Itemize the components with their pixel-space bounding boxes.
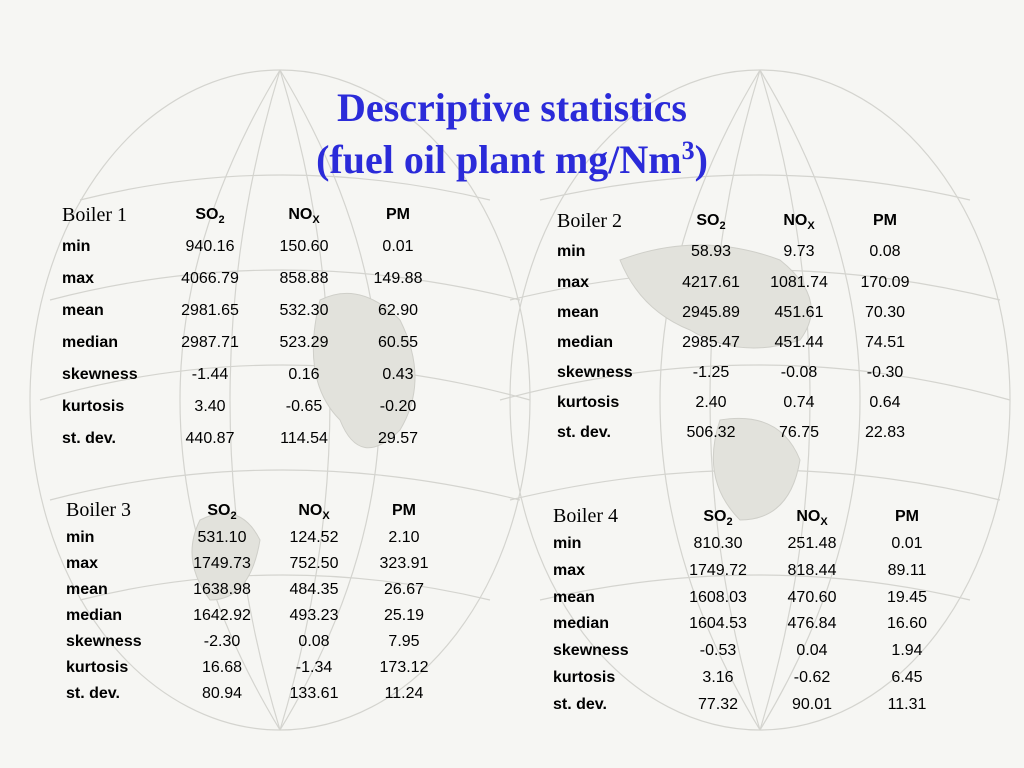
table-cell: 11.31 <box>887 696 927 713</box>
boiler-name: Boiler 3 <box>66 499 131 521</box>
table-cell: 0.43 <box>382 366 414 383</box>
table-cell: 523.29 <box>279 334 329 351</box>
table-cell: 2981.65 <box>181 302 239 319</box>
row-label-max: max <box>557 274 590 291</box>
table-cell: 7.95 <box>388 633 420 650</box>
row-label-stdev: st. dev. <box>557 424 611 441</box>
table-cell: 1081.74 <box>770 274 828 291</box>
table-cell: 2985.47 <box>682 334 740 351</box>
table-cell: 150.60 <box>279 238 329 255</box>
table-cell: 2.10 <box>388 529 420 546</box>
table-cell: 80.94 <box>201 685 243 702</box>
table-cell: 58.93 <box>690 243 732 260</box>
row-label-skewness: skewness <box>553 642 629 659</box>
table-cell: 0.74 <box>783 394 815 411</box>
table-cell: 3.16 <box>702 669 734 686</box>
table-cell: 0.64 <box>869 394 901 411</box>
table-cell: 0.08 <box>298 633 330 650</box>
table-cell: 26.67 <box>383 581 425 598</box>
table-cell: 11.24 <box>384 685 424 702</box>
row-label-stdev: st. dev. <box>66 685 120 702</box>
table-cell: -0.30 <box>866 364 904 381</box>
table-cell: 22.83 <box>864 424 906 441</box>
row-label-mean: mean <box>62 302 104 319</box>
table-cell: 0.16 <box>288 366 320 383</box>
col-header-pm: PM <box>392 502 416 519</box>
row-label-kurtosis: kurtosis <box>62 398 125 415</box>
table-cell: 2987.71 <box>181 334 239 351</box>
row-label-median: median <box>62 334 119 351</box>
col-header-so2: $SO_2$ <box>696 212 726 233</box>
col-header-nox: $NO_X$ <box>298 502 330 523</box>
table-cell: 0.01 <box>891 535 923 552</box>
table-cell: 0.01 <box>382 238 414 255</box>
table-cell: 149.88 <box>373 270 423 287</box>
table-cell: 25.19 <box>383 607 425 624</box>
table-cell: 506.32 <box>686 424 736 441</box>
row-label-kurtosis: kurtosis <box>557 394 620 411</box>
subtitle-superscript: 3 <box>681 136 695 165</box>
row-label-kurtosis: kurtosis <box>553 669 616 686</box>
table-cell: 19.45 <box>886 589 928 606</box>
table-cell: 1608.03 <box>689 589 747 606</box>
row-label-kurtosis: kurtosis <box>66 659 129 676</box>
slide-subtitle <box>0 135 1024 185</box>
table-cell: 1749.73 <box>193 555 251 572</box>
row-label-skewness: skewness <box>557 364 633 381</box>
table-cell: 1749.72 <box>689 562 747 579</box>
col-header-nox: $NO_X$ <box>288 206 320 227</box>
table-cell: 29.57 <box>377 430 419 447</box>
table-cell: 70.30 <box>864 304 906 321</box>
col-header-so2: $SO_2$ <box>703 508 733 529</box>
table-cell: 60.55 <box>377 334 419 351</box>
table-cell: 0.08 <box>869 243 901 260</box>
row-label-min: min <box>557 243 586 260</box>
table-cell: -0.08 <box>780 364 818 381</box>
table-cell: 531.10 <box>197 529 247 546</box>
table-cell: 74.51 <box>864 334 906 351</box>
table-cell: 532.30 <box>279 302 329 319</box>
col-header-nox: $NO_X$ <box>783 212 815 233</box>
col-header-pm: PM <box>873 212 897 229</box>
table-cell: 858.88 <box>279 270 329 287</box>
subtitle-text: (fuel oil plant mg/Nm <box>316 137 682 182</box>
table-cell: 810.30 <box>693 535 743 552</box>
table-cell: 170.09 <box>860 274 910 291</box>
table-cell: 3.40 <box>194 398 226 415</box>
table-cell: -0.53 <box>699 642 737 659</box>
table-cell: 818.44 <box>787 562 837 579</box>
row-label-max: max <box>62 270 95 287</box>
slide-title: Descriptive statistics <box>337 85 687 130</box>
table-cell: 451.44 <box>774 334 824 351</box>
table-cell: 940.16 <box>185 238 235 255</box>
table-cell: 251.48 <box>787 535 837 552</box>
row-label-stdev: st. dev. <box>553 696 607 713</box>
row-label-median: median <box>553 615 610 632</box>
table-cell: 114.54 <box>280 430 328 447</box>
row-label-max: max <box>66 555 99 572</box>
table-cell: 90.01 <box>791 696 833 713</box>
table-cell: 4217.61 <box>682 274 740 291</box>
col-header-pm: PM <box>386 206 410 223</box>
table-cell: 470.60 <box>787 589 837 606</box>
boiler-name: Boiler 1 <box>62 204 127 226</box>
table-cell: 16.68 <box>201 659 243 676</box>
table-cell: -0.20 <box>379 398 417 415</box>
row-label-mean: mean <box>557 304 599 321</box>
col-header-pm: PM <box>895 508 919 525</box>
table-cell: 62.90 <box>377 302 419 319</box>
row-label-skewness: skewness <box>62 366 138 383</box>
subtitle-end: ) <box>694 137 708 182</box>
table-cell: 752.50 <box>289 555 339 572</box>
table-cell: 484.35 <box>289 581 339 598</box>
row-label-min: min <box>62 238 91 255</box>
table-cell: 451.61 <box>774 304 824 321</box>
row-label-skewness: skewness <box>66 633 142 650</box>
row-label-median: median <box>66 607 123 624</box>
table-cell: 323.91 <box>379 555 429 572</box>
table-cell: -0.65 <box>285 398 323 415</box>
row-label-max: max <box>553 562 586 579</box>
row-label-min: min <box>553 535 582 552</box>
table-cell: 476.84 <box>787 615 837 632</box>
row-label-min: min <box>66 529 95 546</box>
table-cell: 6.45 <box>891 669 923 686</box>
table-cell: 0.04 <box>796 642 828 659</box>
row-label-mean: mean <box>66 581 108 598</box>
col-header-so2: $SO_2$ <box>207 502 237 523</box>
table-cell: -0.62 <box>793 669 831 686</box>
row-label-median: median <box>557 334 614 351</box>
table-cell: -1.25 <box>692 364 730 381</box>
table-cell: -1.44 <box>191 366 229 383</box>
table-cell: 1642.92 <box>193 607 251 624</box>
table-cell: 1.94 <box>891 642 923 659</box>
col-header-so2: $SO_2$ <box>195 206 225 227</box>
table-cell: -1.34 <box>295 659 333 676</box>
table-cell: 77.32 <box>697 696 739 713</box>
col-header-nox: $NO_X$ <box>796 508 828 529</box>
table-cell: 1604.53 <box>689 615 747 632</box>
table-cell: 2.40 <box>695 394 727 411</box>
table-cell: 4066.79 <box>181 270 239 287</box>
boiler-name: Boiler 4 <box>553 505 618 527</box>
table-cell: 16.60 <box>886 615 928 632</box>
boiler-name: Boiler 2 <box>557 210 622 232</box>
table-cell: 1638.98 <box>193 581 251 598</box>
table-cell: -2.30 <box>203 633 241 650</box>
row-label-mean: mean <box>553 589 595 606</box>
table-cell: 76.75 <box>778 424 820 441</box>
table-cell: 173.12 <box>379 659 429 676</box>
row-label-stdev: st. dev. <box>62 430 116 447</box>
table-cell: 440.87 <box>185 430 235 447</box>
table-cell: 2945.89 <box>682 304 740 321</box>
table-cell: 493.23 <box>289 607 339 624</box>
table-cell: 9.73 <box>783 243 815 260</box>
table-cell: 89.11 <box>887 562 927 579</box>
table-cell: 133.61 <box>289 685 339 702</box>
table-cell: 124.52 <box>289 529 339 546</box>
